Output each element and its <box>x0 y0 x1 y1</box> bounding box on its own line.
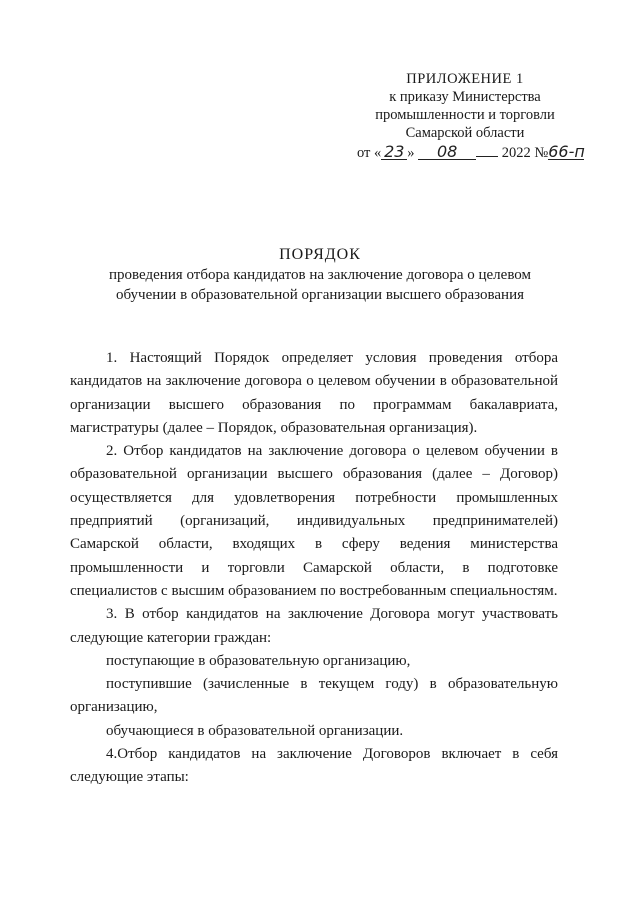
appendix-heading: ПРИЛОЖЕНИЕ 1 <box>406 71 524 87</box>
paragraph-4: 4.Отбор кандидатов на заключение Договоров включает в себя следующие этапы: <box>70 746 558 786</box>
date-prefix: от « <box>357 145 382 161</box>
year-and-number-label: 2022 № <box>501 145 549 161</box>
handwritten-month: 08 <box>418 145 476 160</box>
order-date-number <box>357 144 627 162</box>
paragraph-1: 1. Настоящий Порядок определяет условия проведения отбора кандидатов на заключение договора о целевом обучении в образовательной организации высшего образования по программам бакалавриата, магистратуры (далее – Порядок, образовательная организация). <box>70 350 558 436</box>
handwritten-day: 23 <box>381 145 407 160</box>
list-item-enrolled: поступившие (зачисленные в текущем году) в образовательную организацию, <box>70 676 558 716</box>
document-subtitle-line-2: обучении в образовательной организации высшего образования <box>115 287 524 303</box>
document-subtitle-line-1: проведения отбора кандидатов на заключение договора о целевом <box>108 267 532 283</box>
date-quote-close: » <box>407 145 415 161</box>
paragraph-3: 3. В отбор кандидатов на заключение Договора могут участвовать следующие категории граждан: <box>70 606 558 646</box>
appendix-line-2: промышленности и торговли <box>375 107 555 123</box>
appendix-line-3: Самарской области <box>405 125 525 141</box>
month-blank-line <box>476 144 498 157</box>
document-body <box>70 347 558 790</box>
document-title: ПОРЯДОК <box>279 246 361 263</box>
appendix-header <box>340 70 590 142</box>
list-item-students: обучающиеся в образовательной организации. <box>106 722 404 739</box>
document-title-block <box>60 245 580 305</box>
list-item-entrants: поступающие в образовательную организацию, <box>106 652 411 669</box>
handwritten-order-number: 66-п <box>548 142 585 161</box>
appendix-line-1: к приказу Министерства <box>389 89 541 105</box>
paragraph-2: 2. Отбор кандидатов на заключение договора о целевом обучении в образовательной организации высшего образования (далее – Договор) осуществляется для удовлетворения потребности промышленных предприятий (организаций, индивидуальных предпринимателей) Самарской области, входящих в сферу ведения министерства промышленности и торговли Самарской области, в подготовке специалистов с высшим образованием по востребованным специальностям. <box>70 443 558 599</box>
